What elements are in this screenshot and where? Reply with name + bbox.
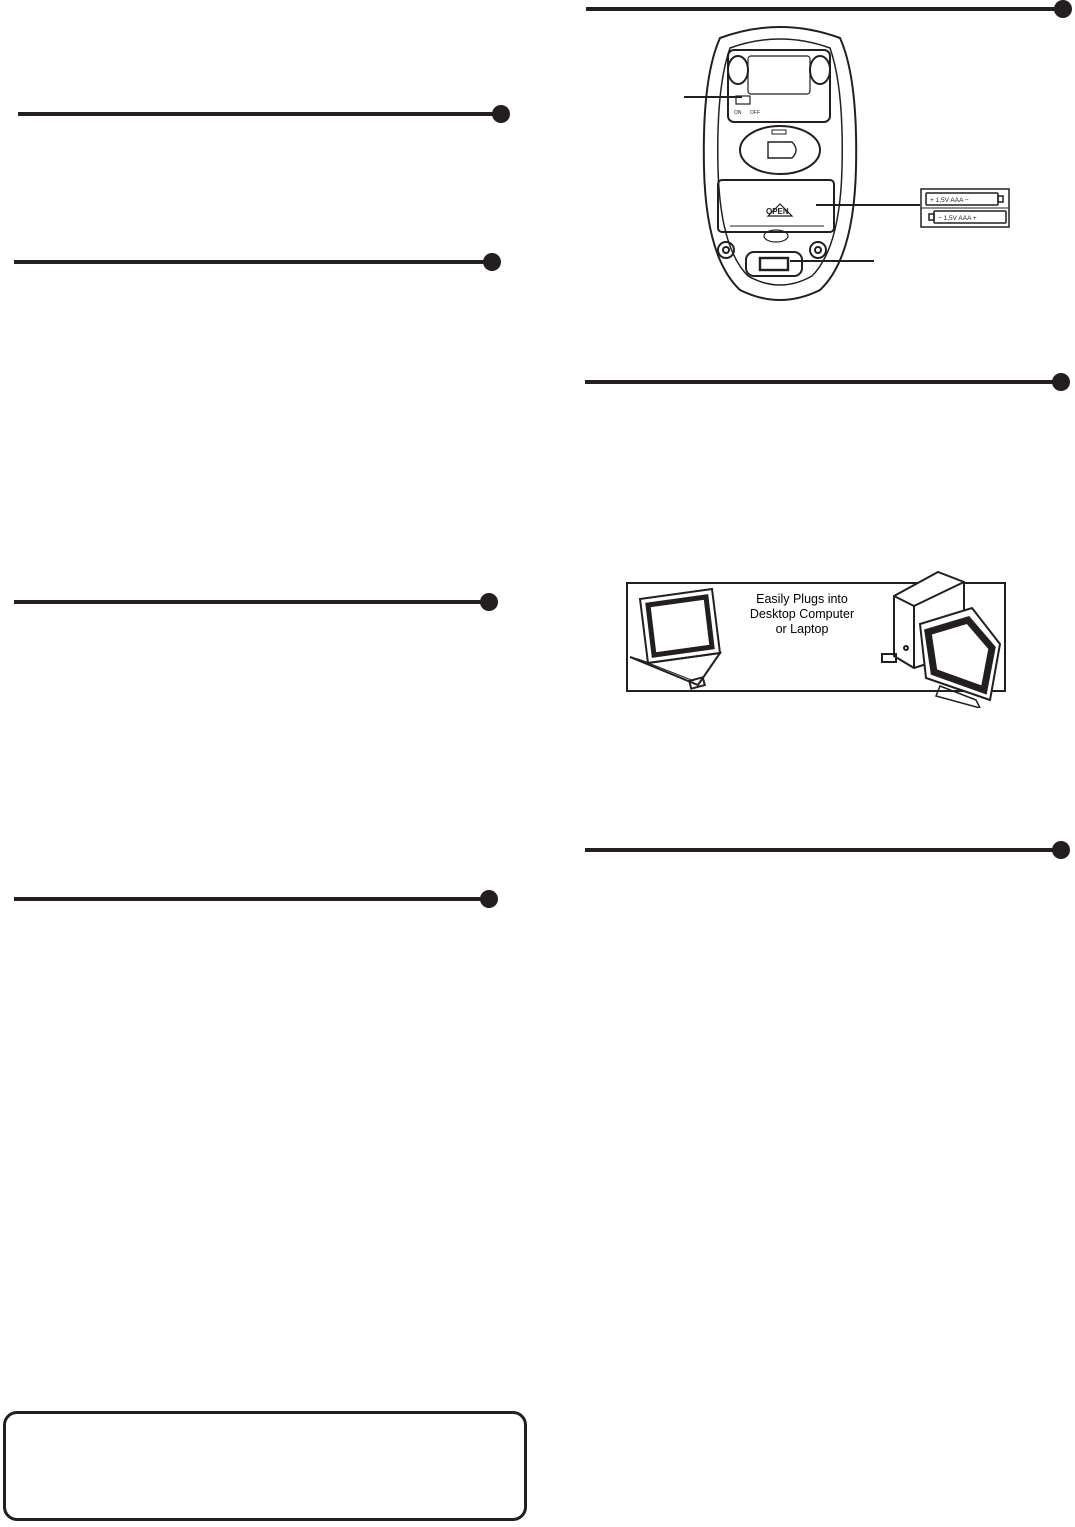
desktop-computer-illustration — [880, 568, 1006, 708]
battery-1-label: + 1,5V AAA − — [930, 197, 969, 204]
rule-bullet — [1052, 373, 1070, 391]
rule-bullet — [1054, 0, 1072, 18]
banner-line-1: Easily Plugs into — [756, 592, 848, 606]
battery-cover-open-label: OPEN — [766, 207, 789, 216]
banner-line-2: Desktop Computer — [749, 607, 855, 621]
rule-bullet — [483, 253, 501, 271]
callout-battery — [816, 204, 920, 206]
callout-switch — [684, 96, 742, 98]
switch-on-label: ON — [734, 110, 742, 116]
note-box — [3, 1411, 527, 1521]
switch-off-label: OFF — [750, 110, 760, 116]
banner-caption — [734, 592, 870, 637]
banner-line-3: or Laptop — [775, 622, 829, 636]
laptop-illustration — [628, 585, 732, 691]
rule-bullet — [1052, 841, 1070, 859]
callout-receiver — [790, 260, 874, 262]
batteries-illustration — [920, 188, 1010, 228]
rule-bullet — [492, 105, 510, 123]
battery-2-label: − 1,5V AAA + — [938, 215, 977, 222]
rule-bullet — [480, 593, 498, 611]
rule-bullet — [480, 890, 498, 908]
